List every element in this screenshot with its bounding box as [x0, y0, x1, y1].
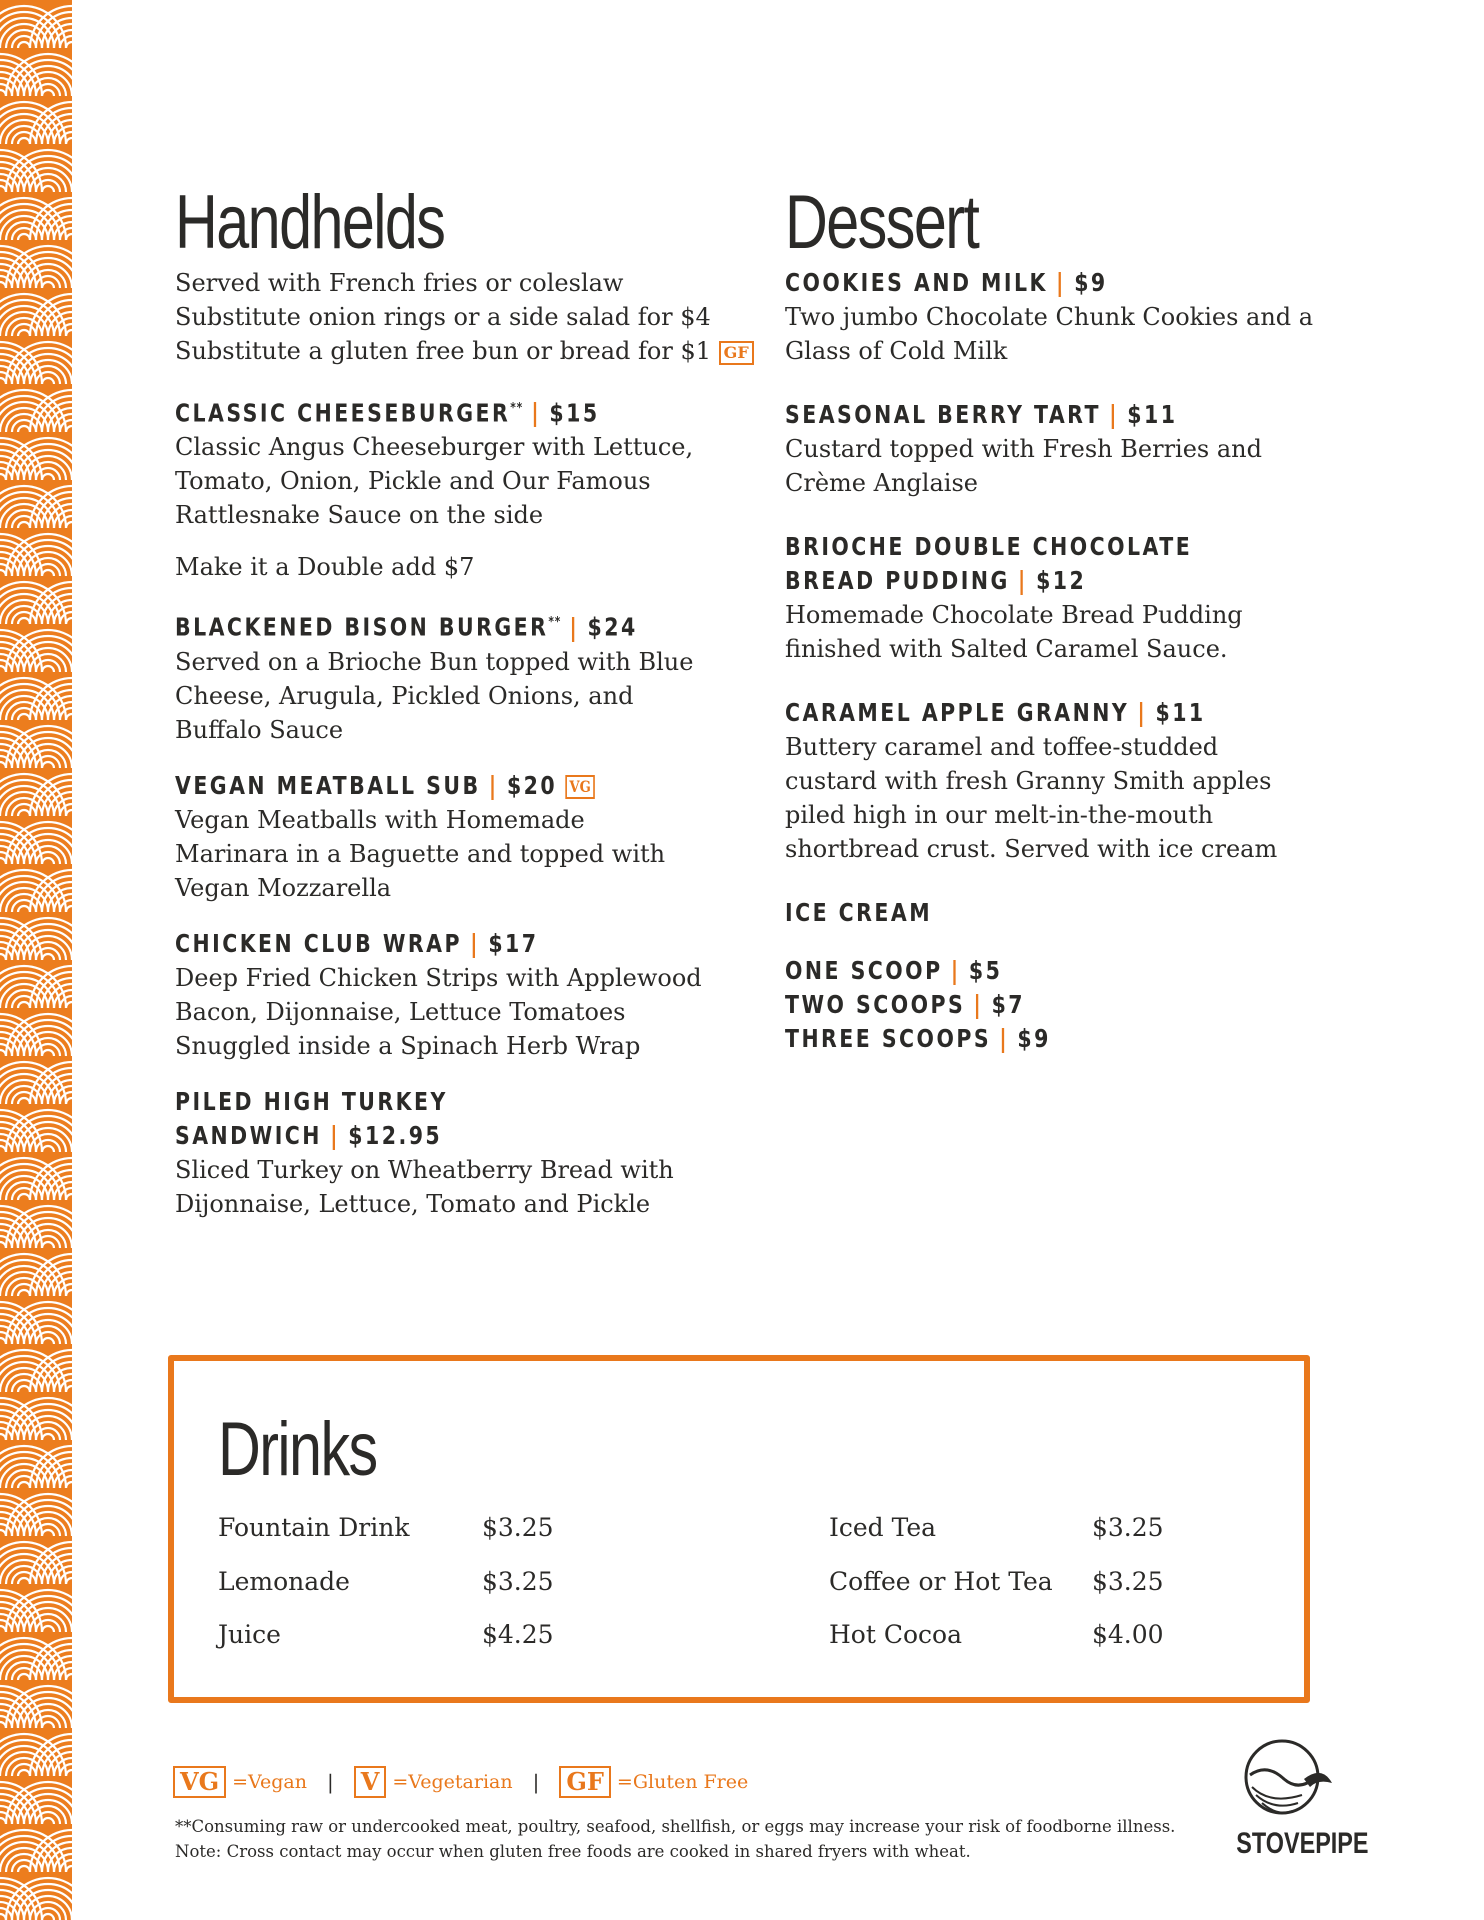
raw-warning-stars: **: [510, 401, 524, 416]
item-description: [175, 645, 735, 747]
item-extra-option: Make it a Double add $7: [175, 553, 475, 582]
item-description: [175, 430, 735, 532]
desc-line: Custard topped with Fresh Berries and: [785, 435, 1262, 463]
desc-line: finished with Salted Caramel Sauce.: [785, 635, 1228, 663]
item-price: $12: [1036, 566, 1087, 595]
gluten-cross-contact-note: Note: Cross contact may occur when gluten free foods are cooked in shared fryers with wheat.: [175, 1842, 971, 1861]
item-price: $24: [587, 612, 638, 642]
stovepipe-logo: [1222, 1735, 1369, 1870]
menu-item-chicken-club-wrap: [175, 927, 735, 1063]
drinks-section: [168, 1355, 1310, 1703]
intro-line: [175, 334, 749, 368]
item-heading-line1: PILED HIGH TURKEY: [175, 1086, 448, 1116]
option-name: ONE SCOOP: [785, 956, 943, 985]
item-heading: [175, 769, 634, 803]
item-description: [785, 432, 1345, 500]
item-name: SEASONAL BERRY TART: [785, 400, 1101, 429]
item-description: [175, 961, 735, 1063]
item-heading: [175, 606, 638, 644]
gluten-free-badge: GF: [559, 1766, 611, 1798]
desc-line: Served on a Brioche Bun topped with Blue: [175, 647, 694, 676]
menu-item-vegan-meatball-sub: [175, 769, 735, 905]
stovepipe-logo-icon: [1222, 1735, 1352, 1830]
vegan-badge: VG: [173, 1766, 226, 1798]
drink-price: $3.25: [482, 1567, 554, 1596]
separator: |: [569, 612, 580, 642]
option-price: $9: [1017, 1024, 1051, 1053]
desc-line: Marinara in a Baguette and topped with: [175, 839, 666, 868]
desc-line: custard with fresh Granny Smith apples: [785, 767, 1272, 795]
drink-price: $3.25: [1092, 1567, 1164, 1596]
item-price: $17: [488, 928, 539, 958]
drink-price: $4.25: [482, 1620, 554, 1649]
desc-line: Rattlesnake Sauce on the side: [175, 501, 544, 530]
desc-line: Vegan Mozzarella: [175, 873, 392, 902]
separator: |: [470, 928, 481, 958]
item-heading: [175, 927, 634, 961]
handhelds-title: Handhelds: [175, 180, 445, 265]
item-description: [175, 1153, 735, 1221]
item-name: CARAMEL APPLE GRANNY: [785, 698, 1130, 727]
drink-name: Hot Cocoa: [829, 1620, 962, 1649]
desc-line: Deep Fried Chicken Strips with Applewood: [175, 963, 702, 992]
gluten-free-badge: GF: [719, 341, 754, 365]
item-name: CLASSIC CHEESEBURGER: [175, 398, 511, 428]
item-name: BLACKENED BISON BURGER: [175, 612, 549, 642]
desc-line: Bacon, Dijonnaise, Lettuce Tomatoes: [175, 997, 626, 1026]
desc-line: Snuggled inside a Spinach Herb Wrap: [175, 1031, 641, 1060]
item-name: CHICKEN CLUB WRAP: [175, 928, 462, 958]
separator: |: [330, 1120, 341, 1150]
vegetarian-badge: V: [354, 1766, 387, 1798]
raw-warning-stars: **: [548, 615, 562, 631]
ice-cream-option: [785, 1022, 1244, 1056]
drink-name: Coffee or Hot Tea: [829, 1567, 1053, 1596]
ice-cream-option: [785, 954, 1244, 988]
dessert-title: Dessert: [785, 180, 979, 265]
item-name: BREAD PUDDING: [785, 566, 1010, 595]
drink-price: $3.25: [1092, 1513, 1164, 1542]
separator: |: [999, 1024, 1010, 1053]
menu-item-classic-cheeseburger: [175, 392, 735, 584]
vegan-badge: VG: [565, 775, 595, 799]
item-heading: [785, 398, 1244, 432]
drinks-title: Drinks: [218, 1407, 377, 1492]
dietary-legend: [173, 1765, 748, 1799]
separator: |: [950, 956, 961, 985]
desc-line: Classic Angus Cheeseburger with Lettuce,: [175, 433, 694, 462]
item-description: [175, 803, 735, 905]
legend-separator: |: [532, 1770, 540, 1794]
item-description: [785, 300, 1345, 368]
desc-line: piled high in our melt-in-the-mouth: [785, 801, 1214, 829]
desc-line: Cheese, Arugula, Pickled Onions, and: [175, 681, 634, 710]
item-name: SANDWICH: [175, 1120, 322, 1150]
item-heading: [785, 696, 1244, 730]
item-heading: [785, 564, 1244, 598]
option-name: TWO SCOOPS: [785, 990, 966, 1019]
separator: |: [973, 990, 984, 1019]
separator: |: [1017, 566, 1028, 595]
item-heading: [785, 266, 1244, 300]
desc-line: Homemade Chocolate Bread Pudding: [785, 601, 1243, 629]
desc-line: Tomato, Onion, Pickle and Our Famous: [175, 467, 651, 496]
drink-price: $3.25: [482, 1513, 554, 1542]
brand-name: STOVEPIPE: [1236, 1827, 1369, 1860]
item-description: [785, 598, 1345, 666]
item-name: VEGAN MEATBALL SUB: [175, 770, 481, 800]
desc-line: Crème Anglaise: [785, 469, 978, 497]
item-price: $11: [1155, 698, 1206, 727]
legend-label: =Vegan: [232, 1771, 307, 1793]
menu-item-brioche-bread-pudding: [785, 530, 1345, 666]
menu-item-piled-high-turkey-sandwich: [175, 1085, 735, 1221]
drink-name: Juice: [218, 1620, 281, 1649]
ice-cream-option: [785, 988, 1244, 1022]
desc-line: Glass of Cold Milk: [785, 337, 1008, 365]
foodborne-illness-note: **Consuming raw or undercooked meat, poultry, seafood, shellfish, or eggs may increase your risk of foodborne illness.: [175, 1817, 1176, 1836]
separator: |: [1056, 268, 1066, 297]
item-price: $15: [549, 398, 600, 428]
desc-line: Two jumbo Chocolate Chunk Cookies and a: [785, 303, 1314, 331]
option-price: $7: [991, 990, 1026, 1019]
drink-name: Lemonade: [218, 1567, 350, 1596]
option-price: $5: [968, 956, 1003, 985]
ice-cream-heading: ICE CREAM: [785, 898, 933, 927]
handhelds-section: [175, 180, 749, 1221]
decorative-pattern-strip: [0, 0, 72, 1920]
item-heading: [175, 392, 634, 430]
handhelds-intro: [175, 266, 749, 368]
option-name: THREE SCOOPS: [785, 1024, 992, 1053]
desc-line: Dijonnaise, Lettuce, Tomato and Pickle: [175, 1189, 651, 1218]
ice-cream-options: [785, 954, 1345, 1056]
separator: |: [1137, 698, 1148, 727]
separator: |: [531, 398, 542, 428]
ice-cream-section: [785, 896, 1345, 1056]
legend-separator: |: [327, 1770, 334, 1794]
desc-line: Buttery caramel and toffee-studded: [785, 733, 1219, 761]
item-price: $9: [1074, 268, 1108, 297]
legend-label: =Vegetarian: [392, 1771, 513, 1793]
dessert-section: [785, 180, 1345, 1056]
item-price: $20: [506, 770, 558, 800]
legend-label: =Gluten Free: [616, 1771, 749, 1793]
intro-line: Substitute onion rings or a side salad for $4: [175, 303, 711, 331]
item-description: [785, 730, 1345, 866]
drink-name: Fountain Drink: [218, 1513, 410, 1542]
drink-price: $4.00: [1092, 1620, 1164, 1649]
item-price: $11: [1127, 400, 1178, 429]
drink-name: Iced Tea: [829, 1513, 937, 1542]
desc-line: Vegan Meatballs with Homemade: [175, 805, 585, 834]
item-price: $12.95: [348, 1120, 443, 1150]
menu-item-caramel-apple-granny: [785, 696, 1345, 866]
intro-line: Served with French fries or coleslaw: [175, 269, 624, 297]
separator: |: [1109, 400, 1120, 429]
desc-line: shortbread crust. Served with ice cream: [785, 835, 1278, 863]
menu-item-blackened-bison-burger: [175, 606, 735, 746]
item-heading-line1: BRIOCHE DOUBLE CHOCOLATE: [785, 532, 1193, 561]
menu-item-seasonal-berry-tart: [785, 398, 1345, 500]
intro-line-text: Substitute a gluten free bun or bread for $1: [175, 337, 712, 365]
item-name: COOKIES AND MILK: [785, 268, 1048, 297]
desc-line: Sliced Turkey on Wheatberry Bread with: [175, 1155, 674, 1184]
desc-line: Buffalo Sauce: [175, 715, 344, 744]
separator: |: [488, 770, 499, 800]
item-heading: [175, 1119, 634, 1153]
menu-item-cookies-and-milk: [785, 266, 1345, 368]
